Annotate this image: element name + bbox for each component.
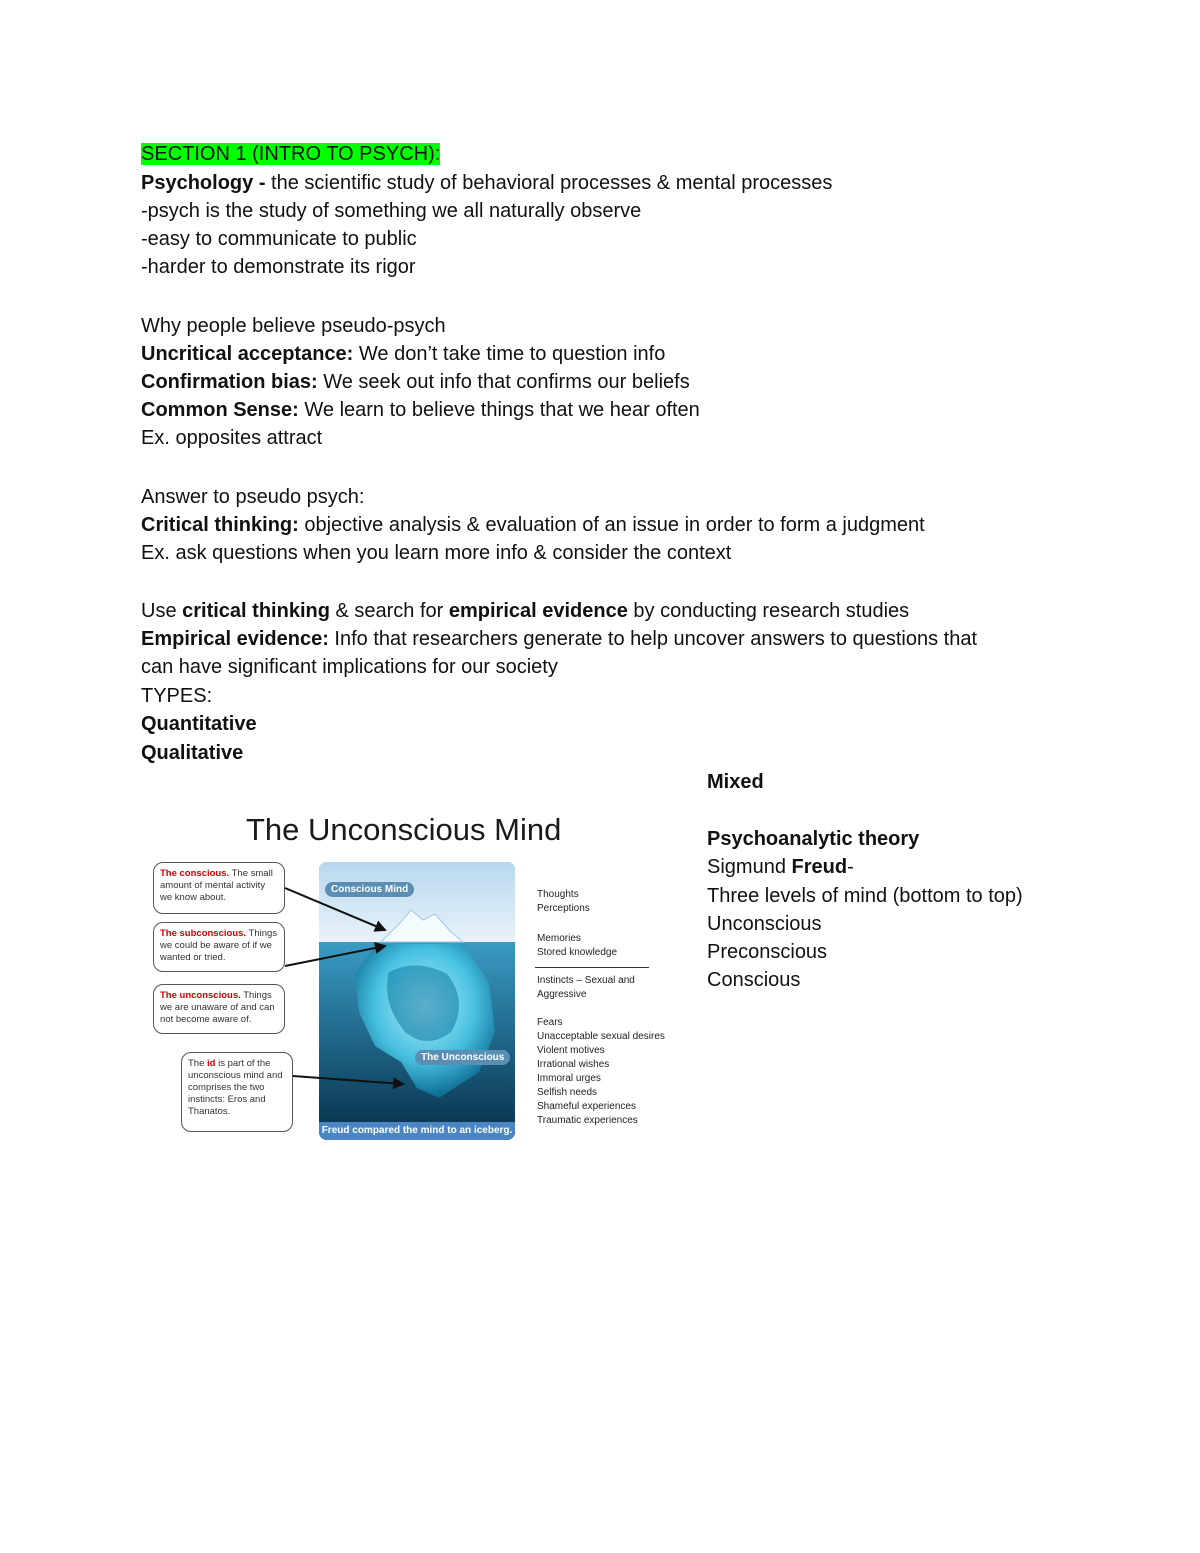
arrow-subconscious	[285, 946, 385, 966]
pseudo-item	[141, 396, 700, 424]
side-item: Violent motives	[537, 1045, 605, 1056]
type-mixed: Mixed	[707, 771, 764, 793]
side-divider	[535, 967, 649, 968]
bubble-lead: The unconscious.	[160, 990, 241, 1001]
bubble-text: is part of the unconscious mind and comprises the two instincts: Eros and Thanatos.	[188, 1058, 283, 1117]
side-item: Memories	[537, 933, 581, 944]
arrow-id	[293, 1076, 403, 1084]
bullet-line: -psych is the study of something we all naturally observe	[141, 200, 642, 222]
bold-run: Freud	[791, 856, 848, 878]
text-run: -	[847, 856, 854, 878]
side-item: Shameful experiences	[537, 1101, 636, 1112]
text-run: & search for	[329, 600, 449, 622]
term-empirical-evidence: Empirical evidence:	[141, 628, 329, 650]
figure-caption: Freud compared the mind to an iceberg.	[319, 1122, 515, 1140]
text-run: Use	[141, 600, 183, 622]
side-item: Immoral urges	[537, 1073, 601, 1084]
term-text: We don’t take time to question info	[353, 343, 666, 365]
pseudo-item	[141, 340, 665, 368]
psychoanalytic-heading: Psychoanalytic theory	[707, 828, 920, 850]
side-item: Perceptions	[537, 903, 590, 914]
bubble-text: Things we are unaware of and can not become aware of.	[160, 990, 275, 1025]
term-critical-thinking: Critical thinking:	[141, 514, 299, 536]
type-qualitative: Qualitative	[141, 742, 244, 764]
level-preconscious: Preconscious	[707, 941, 828, 963]
term-text: We seek out info that confirms our beliefs	[317, 371, 690, 393]
bullet-line: -easy to communicate to public	[141, 228, 417, 250]
term-text: objective analysis & evaluation of an issue in order to form a judgment	[298, 514, 925, 536]
example-line: Ex. opposites attract	[141, 427, 323, 449]
bubble-lead: The conscious.	[160, 868, 230, 879]
term-psychology: Psychology -	[141, 172, 266, 194]
definition-text: the scientific study of behavioral processes & mental processes	[265, 172, 833, 194]
figure-title: The Unconscious Mind	[246, 812, 562, 847]
unconscious-mind-figure	[141, 800, 671, 1145]
level-conscious: Conscious	[707, 969, 801, 991]
bold-run: critical thinking	[182, 600, 330, 622]
levels-heading: Three levels of mind (bottom to top)	[707, 885, 1023, 907]
side-bottom-list	[537, 974, 665, 1128]
side-item: Instincts – Sexual and	[537, 975, 635, 986]
term-confirmation-bias: Confirmation bias:	[141, 371, 318, 393]
psychology-definition	[141, 169, 832, 197]
ice-label-conscious: Conscious Mind	[325, 882, 414, 897]
section-header	[141, 140, 440, 168]
freud-line	[707, 853, 854, 881]
critical-thinking-definition	[141, 511, 925, 539]
bubble-lead: id	[207, 1058, 216, 1069]
side-top-list	[537, 888, 590, 916]
side-item: Selfish needs	[537, 1087, 598, 1098]
answer-heading: Answer to pseudo psych:	[141, 486, 365, 508]
side-item: Aggressive	[537, 989, 587, 1000]
type-quantitative: Quantitative	[141, 713, 257, 735]
empirical-definition-cont: can have significant implications for our society	[141, 656, 558, 678]
text-run: Sigmund	[707, 856, 792, 878]
side-item: Stored knowledge	[537, 947, 618, 958]
pseudo-item	[141, 368, 690, 396]
bullet-line: -harder to demonstrate its rigor	[141, 256, 416, 278]
side-item: Thoughts	[537, 889, 579, 900]
side-item: Irrational wishes	[537, 1059, 610, 1070]
side-item: Unacceptable sexual desires	[537, 1031, 665, 1042]
bubble-lead: The subconscious.	[160, 928, 247, 939]
term-uncritical-acceptance: Uncritical acceptance:	[141, 343, 354, 365]
ice-label-unconscious: The Unconscious	[415, 1050, 510, 1065]
empirical-definition	[141, 625, 977, 653]
term-common-sense: Common Sense:	[141, 399, 299, 421]
arrow-conscious	[285, 888, 385, 930]
side-item: Traumatic experiences	[537, 1115, 638, 1126]
side-spacer	[537, 1002, 665, 1016]
term-text: We learn to believe things that we hear often	[298, 399, 700, 421]
empirical-use-line	[141, 597, 909, 625]
bubble-text: The	[188, 1058, 208, 1069]
bubble-text: The small amount of mental activity we know about.	[160, 868, 273, 903]
bubble-text: Things we could be aware of if we wanted or tried.	[160, 928, 278, 963]
side-item: Fears	[537, 1017, 563, 1028]
text-run: by conducting research studies	[627, 600, 910, 622]
level-unconscious: Unconscious	[707, 913, 822, 935]
term-text: Info that researchers generate to help uncover answers to questions that	[328, 628, 978, 650]
types-label: TYPES:	[141, 685, 213, 707]
highlighted-section-title: SECTION 1 (INTRO TO PSYCH):	[141, 143, 441, 165]
example-line: Ex. ask questions when you learn more info & consider the context	[141, 542, 732, 564]
bold-run: empirical evidence	[448, 600, 628, 622]
pseudo-heading: Why people believe pseudo-psych	[141, 315, 446, 337]
side-mid-list	[537, 932, 617, 960]
